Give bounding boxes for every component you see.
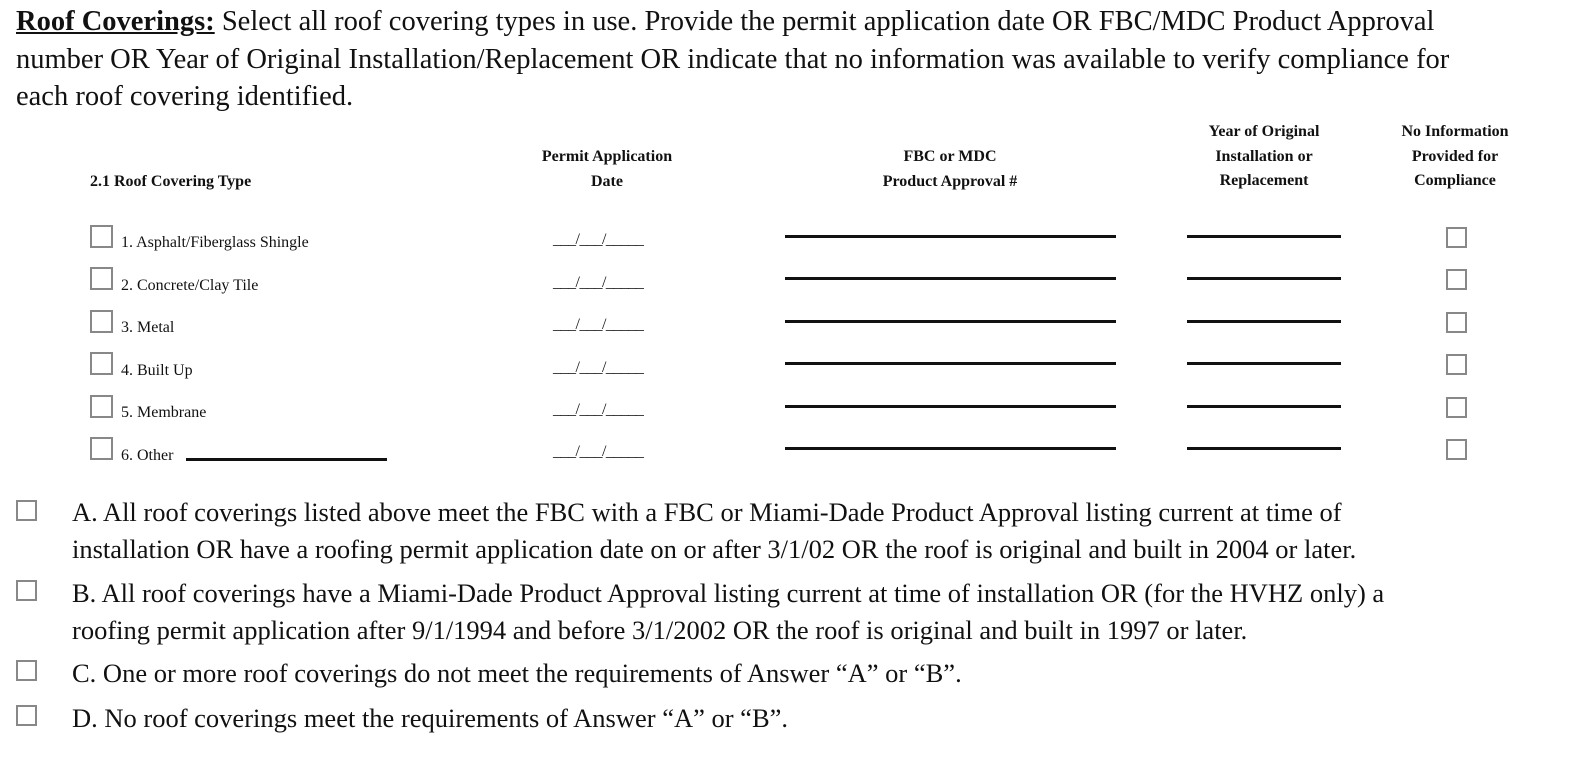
header-fbc-line1: FBC or MDC	[903, 148, 997, 165]
other-type-field[interactable]	[186, 458, 387, 461]
year-installed-field-3[interactable]	[1187, 320, 1341, 323]
answer-d-text	[72, 700, 1582, 737]
header-year-line1: Year of Original	[1208, 123, 1320, 140]
header-year-installed	[1164, 120, 1364, 194]
answer-a-line2: installation OR have a roofing permit application date on or after 3/1/02 OR the roof is original and built in 2004 or later.	[72, 533, 1357, 564]
roof-type-checkbox-6[interactable]	[90, 437, 113, 460]
roof-type-checkbox-5[interactable]	[90, 395, 113, 418]
roof-type-checkbox-1[interactable]	[90, 225, 113, 248]
roof-type-label-3: 3. Metal	[121, 319, 175, 336]
no-info-checkbox-4[interactable]	[1446, 354, 1467, 375]
section-title: Roof Coverings:	[16, 6, 215, 37]
header-permit-line1: Permit Application	[541, 148, 673, 165]
permit-date-field-3[interactable]: ___/___/_____	[553, 316, 644, 333]
intro-line-2: number OR Year of Original Installation/Replacement OR indicate that no information was available to verify compliance for	[16, 43, 1450, 75]
roof-type-label-2: 2. Concrete/Clay Tile	[121, 277, 259, 294]
product-approval-field-5[interactable]	[785, 405, 1116, 408]
product-approval-field-3[interactable]	[785, 320, 1116, 323]
permit-date-field-4[interactable]: ___/___/_____	[553, 359, 644, 376]
no-info-checkbox-1[interactable]	[1446, 227, 1467, 248]
permit-date-field-1[interactable]: ___/___/_____	[553, 231, 644, 248]
answer-b-checkbox[interactable]	[16, 580, 37, 601]
answer-a-line1: A. All roof coverings listed above meet the FBC with a FBC or Miami-Dade Product Approval listing current at time of	[72, 497, 1342, 527]
no-info-checkbox-3[interactable]	[1446, 312, 1467, 333]
product-approval-field-6[interactable]	[785, 447, 1116, 450]
no-info-checkbox-2[interactable]	[1446, 269, 1467, 290]
year-installed-field-1[interactable]	[1187, 235, 1341, 238]
roof-type-checkbox-2[interactable]	[90, 267, 113, 290]
header-permit-line2: Date	[591, 172, 623, 190]
roof-type-checkbox-4[interactable]	[90, 352, 113, 375]
header-roof-covering-type	[90, 170, 350, 195]
permit-date-field-6[interactable]: ___/___/_____	[553, 443, 644, 460]
answer-a-text	[72, 494, 1582, 567]
answer-d-checkbox[interactable]	[16, 705, 37, 726]
answer-b-line1: B. All roof coverings have a Miami-Dade Product Approval listing current at time of installation OR (for the HVHZ only) a	[72, 578, 1385, 608]
header-year-line2: Installation or	[1215, 147, 1313, 165]
header-noinfo-line2: Provided for	[1411, 147, 1499, 165]
year-installed-field-4[interactable]	[1187, 362, 1341, 365]
answer-b-text	[72, 575, 1582, 648]
answer-c-text	[72, 655, 1582, 692]
permit-date-field-2[interactable]: ___/___/_____	[553, 274, 644, 291]
permit-date-field-5[interactable]: ___/___/_____	[553, 401, 644, 418]
intro-text-1: Select all roof covering types in use. Provide the permit application date OR FBC/MDC Product Approval	[214, 6, 1435, 37]
header-permit-date	[507, 145, 707, 194]
answer-c-checkbox[interactable]	[16, 660, 37, 681]
roof-type-label-4: 4. Built Up	[121, 362, 193, 379]
header-type-text: 2.1 Roof Covering Type	[90, 173, 252, 190]
answer-c-line1: C. One or more roof coverings do not meet the requirements of Answer “A” or “B”.	[72, 658, 962, 688]
no-info-checkbox-5[interactable]	[1446, 397, 1467, 418]
product-approval-field-4[interactable]	[785, 362, 1116, 365]
no-info-checkbox-6[interactable]	[1446, 439, 1467, 460]
year-installed-field-5[interactable]	[1187, 405, 1341, 408]
product-approval-field-2[interactable]	[785, 277, 1116, 280]
header-year-line3: Replacement	[1219, 172, 1309, 189]
intro-line-1	[16, 3, 1576, 41]
year-installed-field-6[interactable]	[1187, 447, 1341, 450]
answer-d-line1: D. No roof coverings meet the requirements of Answer “A” or “B”.	[72, 703, 789, 733]
header-product-approval	[850, 145, 1050, 194]
intro-line-3: each roof covering identified.	[16, 81, 354, 112]
year-installed-field-2[interactable]	[1187, 277, 1341, 280]
header-noinfo-line1: No Information	[1401, 123, 1509, 140]
product-approval-field-1[interactable]	[785, 235, 1116, 238]
header-no-information	[1375, 120, 1535, 194]
answer-a-checkbox[interactable]	[16, 500, 37, 521]
header-noinfo-line3: Compliance	[1414, 172, 1496, 189]
roof-type-label-1: 1. Asphalt/Fiberglass Shingle	[121, 234, 309, 251]
roof-type-label-6: 6. Other	[121, 447, 174, 464]
header-fbc-line2: Product Approval #	[882, 172, 1018, 190]
roof-type-checkbox-3[interactable]	[90, 310, 113, 333]
roof-type-label-5: 5. Membrane	[121, 404, 207, 421]
roof-coverings-instructions	[16, 3, 1576, 116]
answer-b-line2: roofing permit application after 9/1/1994 and before 3/1/2002 OR the roof is original and built in 1997 or later.	[72, 614, 1248, 645]
